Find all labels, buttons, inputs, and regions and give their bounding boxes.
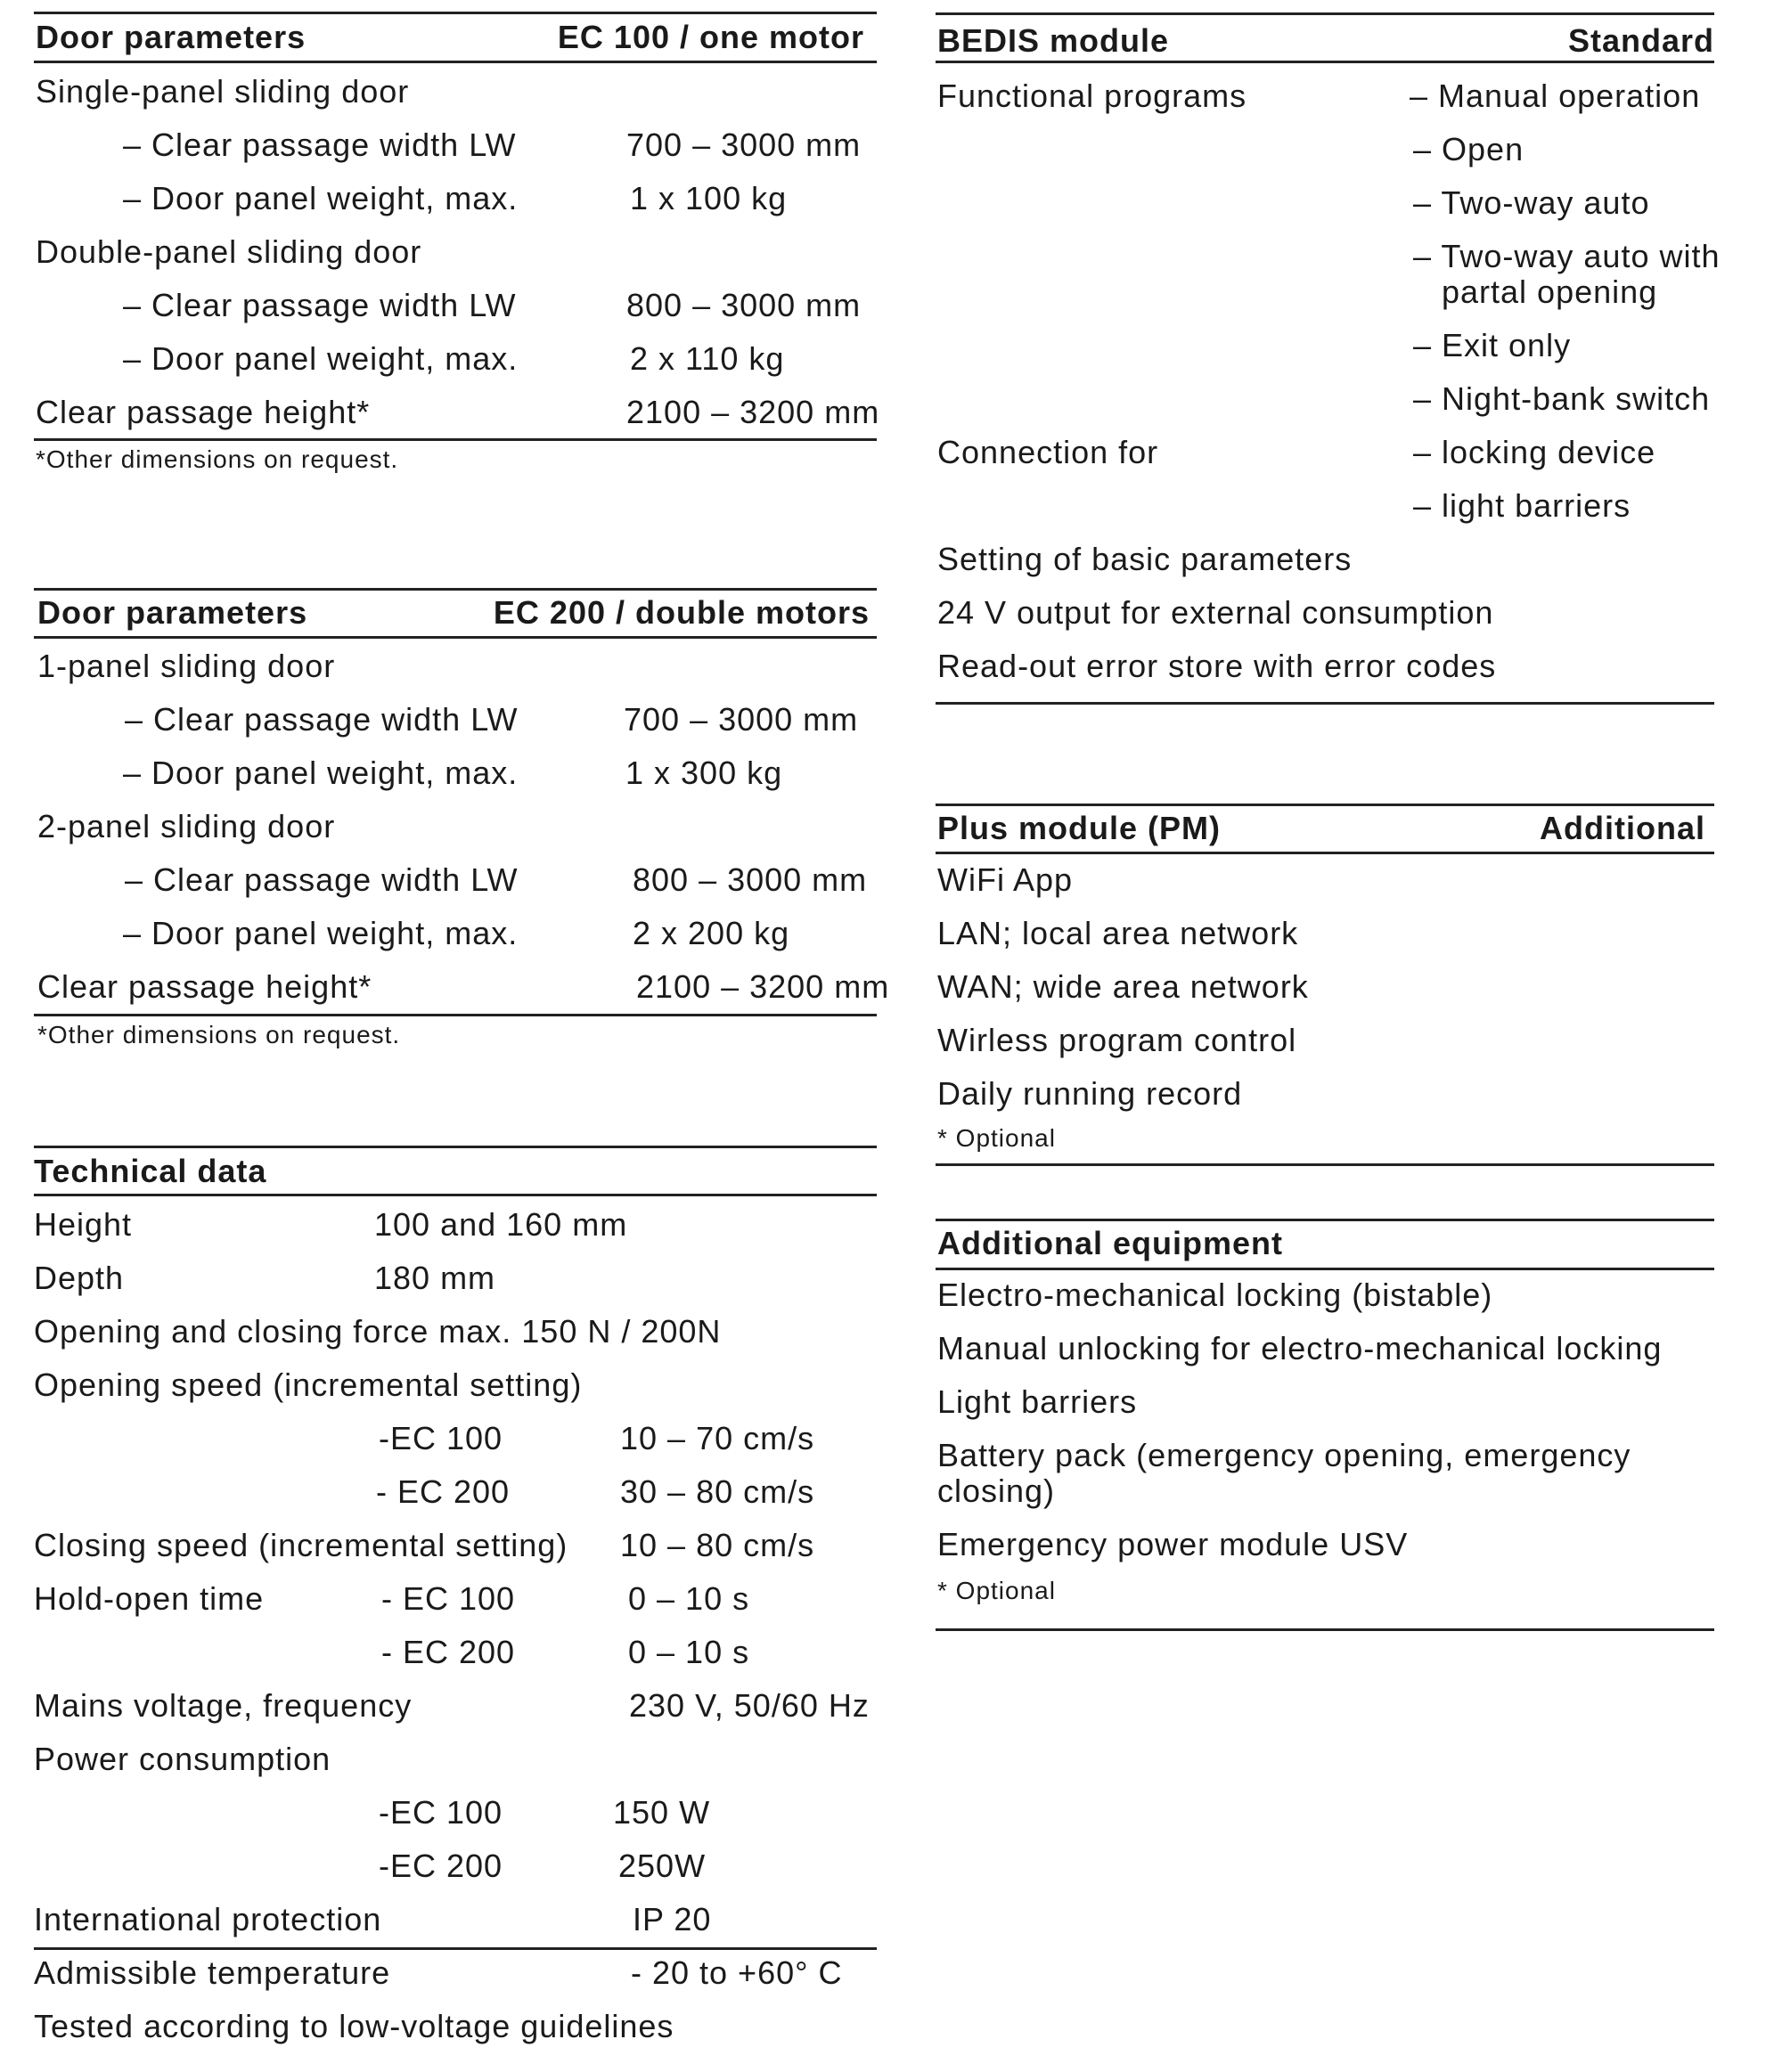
clear-width-label: – Clear passage width LW [125, 701, 519, 738]
clear-width-label: – Clear passage width LW [125, 861, 519, 898]
divider [34, 1014, 877, 1016]
divider [936, 1163, 1714, 1166]
clear-width-value: 800 – 3000 mm [633, 861, 868, 898]
standard-label: Standard [1567, 22, 1714, 59]
height-label: Clear passage height* [37, 968, 372, 1005]
mains-label: Mains voltage, frequency [34, 1687, 413, 1724]
divider [936, 804, 1714, 806]
divider [34, 438, 877, 441]
clear-width-label: – Clear passage width LW [123, 287, 517, 323]
model-label: EC 200 / double motors [493, 594, 870, 631]
output-line: 24 V output for external consumption [937, 594, 1494, 631]
clear-width-value: 700 – 3000 mm [626, 126, 862, 163]
list-item-continuation: closing) [937, 1472, 1056, 1509]
divider [34, 636, 877, 639]
connection-item: – light barriers [1413, 487, 1631, 524]
footnote: * Optional [937, 1577, 1056, 1604]
weight-value: 1 x 100 kg [630, 180, 788, 216]
functional-programs-label: Functional programs [937, 77, 1247, 114]
footnote: * Optional [937, 1124, 1056, 1152]
list-item: Daily running record [937, 1075, 1243, 1112]
hold-open-ec200-label: - EC 200 [381, 1634, 516, 1670]
section-title: Plus module (PM) [937, 810, 1222, 846]
power-consumption-label: Power consumption [34, 1741, 331, 1777]
divider [936, 1219, 1714, 1221]
readout-line: Read-out error store with error codes [937, 648, 1497, 684]
divider [936, 702, 1714, 705]
divider [34, 61, 877, 63]
connection-label: Connection for [937, 434, 1159, 470]
divider [34, 1146, 877, 1148]
divider [34, 1947, 877, 1950]
opening-speed-ec100-value: 10 – 70 cm/s [620, 1420, 815, 1456]
divider [34, 588, 877, 591]
section-title: Additional equipment [937, 1225, 1283, 1261]
program-item-continuation: partal opening [1442, 273, 1658, 310]
program-item: – Two-way auto [1413, 184, 1650, 221]
protection-value: IP 20 [633, 1901, 712, 1937]
temperature-label: Admissible temperature [34, 1954, 391, 1991]
section-title: Technical data [34, 1153, 267, 1189]
power-ec200-label: -EC 200 [379, 1848, 503, 1884]
clear-width-value: 700 – 3000 mm [624, 701, 859, 738]
program-item: – Two-way auto with [1413, 238, 1721, 274]
list-item: Electro-mechanical locking (bistable) [937, 1277, 1493, 1313]
footnote: *Other dimensions on request. [36, 445, 399, 473]
protection-label: International protection [34, 1901, 382, 1937]
closing-speed-label: Closing speed (incremental setting) [34, 1527, 568, 1563]
list-item: LAN; local area network [937, 915, 1299, 951]
section-title: BEDIS module [937, 22, 1170, 59]
weight-value: 2 x 110 kg [630, 340, 785, 377]
program-item: – Manual operation [1410, 77, 1701, 114]
mains-value: 230 V, 50/60 Hz [629, 1687, 870, 1724]
divider [34, 12, 877, 14]
divider [936, 852, 1714, 854]
height-value: 2100 – 3200 mm [636, 968, 890, 1005]
height-value: 2100 – 3200 mm [626, 394, 880, 430]
tested-line: Tested according to low-voltage guidelines [34, 2008, 674, 2044]
clear-width-label: – Clear passage width LW [123, 126, 517, 163]
divider [34, 1194, 877, 1196]
hold-open-ec200-value: 0 – 10 s [628, 1634, 750, 1670]
divider [936, 1628, 1714, 1631]
footnote: *Other dimensions on request. [37, 1021, 401, 1048]
model-label: EC 100 / one motor [557, 19, 864, 55]
section-title: Door parameters [36, 19, 307, 55]
double-panel-heading: 2-panel sliding door [37, 808, 336, 844]
weight-value: 1 x 300 kg [625, 755, 783, 791]
weight-label: – Door panel weight, max. [123, 915, 519, 951]
weight-value: 2 x 200 kg [633, 915, 790, 951]
hold-open-ec100-label: - EC 100 [381, 1580, 516, 1617]
depth-label: Depth [34, 1260, 125, 1296]
weight-label: – Door panel weight, max. [123, 340, 519, 377]
divider [936, 12, 1714, 15]
list-item: Emergency power module USV [937, 1526, 1409, 1562]
single-panel-heading: Single-panel sliding door [36, 73, 410, 110]
height-label: Clear passage height* [36, 394, 371, 430]
divider [936, 61, 1714, 63]
connection-item: – locking device [1413, 434, 1656, 470]
list-item: Wirless program control [937, 1022, 1297, 1058]
opening-speed-ec100-label: -EC 100 [379, 1420, 503, 1456]
hold-open-label: Hold-open time [34, 1580, 265, 1617]
program-item: – Exit only [1413, 327, 1572, 363]
divider [936, 1268, 1714, 1270]
section-title: Door parameters [37, 594, 308, 631]
double-panel-heading: Double-panel sliding door [36, 233, 422, 270]
additional-label: Additional [1540, 810, 1705, 846]
depth-value: 180 mm [374, 1260, 496, 1296]
list-item: Manual unlocking for electro-mechanical locking [937, 1330, 1663, 1366]
single-panel-heading: 1-panel sliding door [37, 648, 336, 684]
force-line: Opening and closing force max. 150 N / 200N [34, 1313, 722, 1350]
weight-label: – Door panel weight, max. [123, 755, 519, 791]
height-label: Height [34, 1206, 133, 1243]
setting-line: Setting of basic parameters [937, 541, 1353, 577]
weight-label: – Door panel weight, max. [123, 180, 519, 216]
temperature-value: - 20 to +60° C [631, 1954, 843, 1991]
closing-speed-value: 10 – 80 cm/s [620, 1527, 815, 1563]
list-item: Battery pack (emergency opening, emergency [937, 1437, 1631, 1473]
height-value: 100 and 160 mm [374, 1206, 628, 1243]
list-item: WAN; wide area network [937, 968, 1309, 1005]
power-ec200-value: 250W [618, 1848, 707, 1884]
power-ec100-value: 150 W [613, 1794, 711, 1831]
opening-speed-ec200-value: 30 – 80 cm/s [620, 1473, 815, 1510]
clear-width-value: 800 – 3000 mm [626, 287, 862, 323]
opening-speed-ec200-label: - EC 200 [376, 1473, 511, 1510]
list-item: Light barriers [937, 1383, 1138, 1420]
list-item: WiFi App [937, 861, 1074, 898]
opening-speed-heading: Opening speed (incremental setting) [34, 1366, 583, 1403]
hold-open-ec100-value: 0 – 10 s [628, 1580, 750, 1617]
program-item: – Night-bank switch [1413, 380, 1711, 417]
program-item: – Open [1413, 131, 1525, 167]
power-ec100-label: -EC 100 [379, 1794, 503, 1831]
